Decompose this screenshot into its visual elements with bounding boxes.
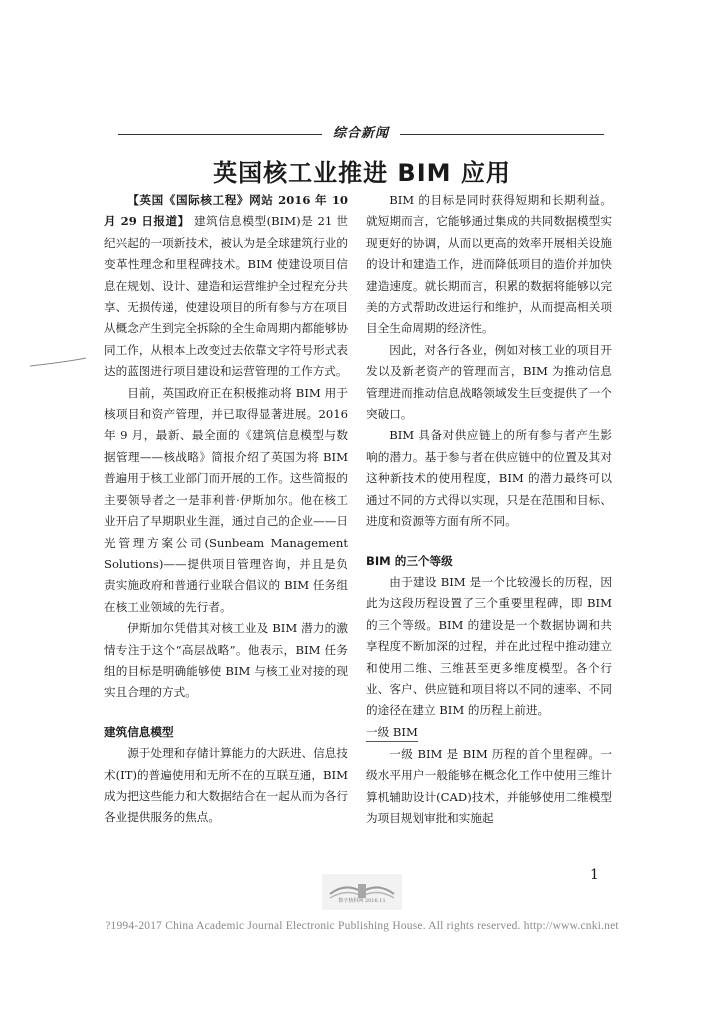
paragraph: 目前，英国政府正在积极推动将 BIM 用于核项目和资产管理，并已取得显著进展。2016 年 9 月，最新、最全面的《建筑信息模型与数据管理——核战略》简报介绍了英国为将 BIM 普遍用于核工业部门而开展的工作。这些简报的主要领导者之一是菲利普·伊斯加尔。他在核工业开启了早期职业生涯，通过自己的企业——日光管理方案公司(Sunbeam Management Solutions)——提供项目管理咨询，并且是负责实施政府和普通行业联合倡议的 BIM 任务组在核工业领域的先行者。 <box>104 385 348 614</box>
margin-pen-mark-icon <box>28 356 88 370</box>
paragraph: 一级 BIM 是 BIM 历程的首个里程碑。一级水平用户一般能够在概念化工作中使用三维计算机辅助设计(CAD)技术，并能够使用二维模型为项目规划审批和实施起 <box>366 746 612 825</box>
paragraph: BIM 具备对供应链上的所有参与者产生影响的潜力。基于参与者在供应链中的位置及其对这种新技术的使用程度，BIM 的潜力最终可以通过不同的方式得以实现，只是在范围和目标、进度和资源等方面有所不同。 <box>366 428 612 529</box>
paragraph-body: 建筑信息模型(BIM)是 21 世纪兴起的一项新技术，被认为是全球建筑行业的变革性理念和里程碑技术。BIM 使建设项目信息在规划、设计、建造和运营维护全过程充分共享、无损传递，使建设项目的所有参与方在项目从概念产生到完全拆除的全生命周期内都能够协同工作，从根本上改变过去依靠文字符号形式表达的蓝图进行项目建设和运营管理的工作方式。 <box>104 214 349 379</box>
sub-subheading: 一级 BIM <box>366 723 418 742</box>
paragraph: 因此，对各行各业，例如对核工业的项目开发以及新老资产的管理而言，BIM 为推动信息管理进而推动信息战略领域发生巨变提供了一个突破口。 <box>366 342 612 422</box>
article-column-right <box>366 190 612 829</box>
copyright-footer: ?1994-2017 China Academic Journal Electronic Publishing House. All rights reserved. http://www.cnki.net <box>105 920 619 932</box>
article-column-left <box>104 190 348 829</box>
paragraph <box>104 190 348 383</box>
article-title: 英国核工业推进 BIM 应用 <box>213 159 511 187</box>
subheading: BIM 的三个等级 <box>366 553 453 568</box>
section-label: 综合新闻 <box>332 126 389 141</box>
page-number: 1 <box>590 867 599 883</box>
paragraph: 由于建设 BIM 是一个比较漫长的历程，因此为这段历程设置了三个重要里程碑，即 BIM 的三个等级。BIM 的建设是一个数据协调和共享程度不断加深的过程，并在此过程中推动建立和使用二维、三维甚至更多维度模型。各个行业、客户、供应链和项目将以不同的速率、不同的途径在建立 BIM 的历程上前进。 <box>366 574 612 718</box>
paragraph: 源于处理和存储计算能力的大跃进、信息技术(IT)的普遍使用和无所不在的互联互通，BIM 成为把这些能力和大数据结合在一起从而为各行各业提供服务的焦点。 <box>104 746 348 825</box>
paragraph: BIM 的目标是同时获得短期和长期利益。就短期而言，它能够通过集成的共同数据模型实现更好的协调，从而以更高的效率开展相关设施的设计和建造工作，进而降低项目的造价并加快建造速度。就长期而言，积累的数据将能够以完美的方式帮助改进运行和维护，从而提高相关项目全生命周期的经济性。 <box>366 193 612 336</box>
logo-caption: 数字核科网 2016.11 <box>338 898 386 904</box>
paragraph: 伊斯加尔凭借其对核工业及 BIM 潜力的激情专注于这个“高层战略”。他表示，BIM 任务组的目标是明确能够使 BIM 与核工业对接的现实且合理的方式。 <box>104 621 348 700</box>
section-header <box>118 126 604 142</box>
dateline: 【英国《国际核工程》网站 2016 年 10 月 29 日报道】 <box>104 193 348 229</box>
header-rule-left <box>118 134 322 135</box>
header-rule-right <box>400 134 604 135</box>
subheading: 建筑信息模型 <box>104 724 174 739</box>
